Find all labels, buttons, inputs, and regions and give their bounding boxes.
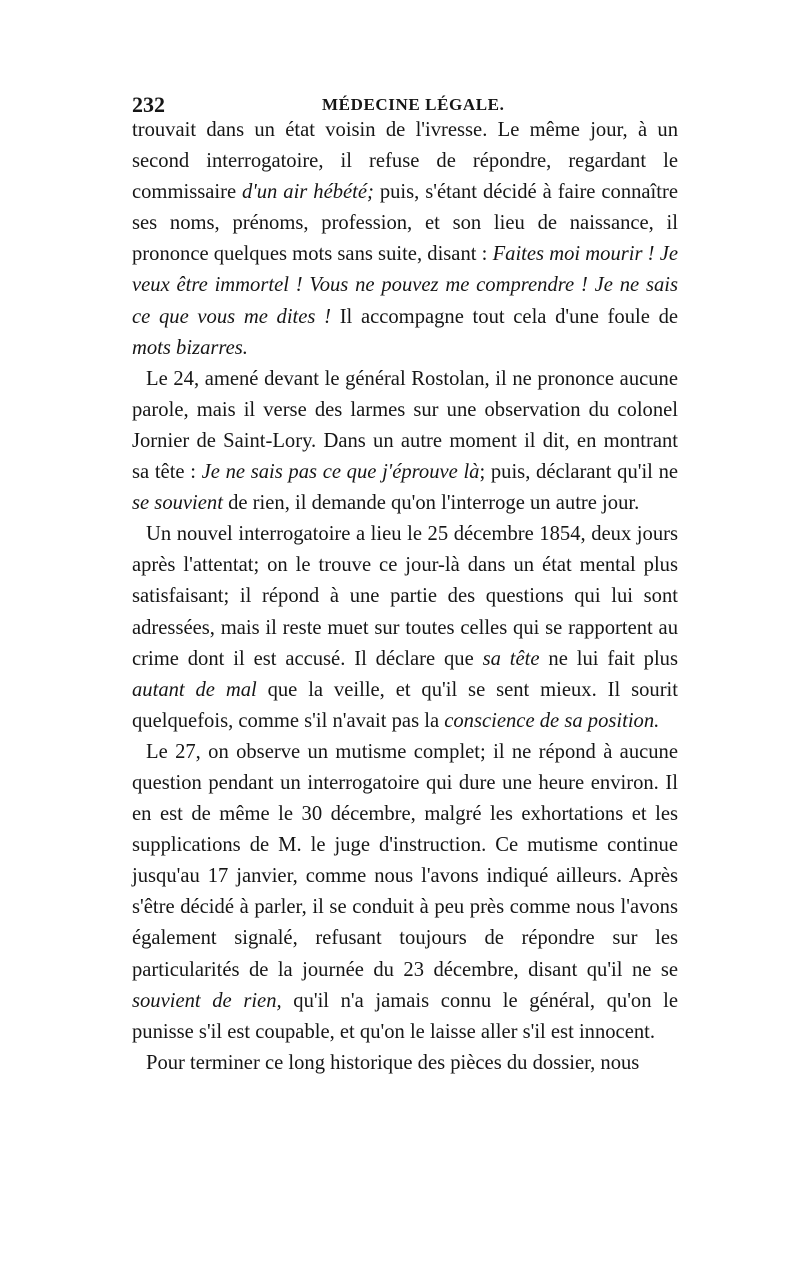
text-segment: puis, s'étant décidé à faire connaître ses noms, prénoms, profession, et son lieu de naissance, il prononce quelques mots sans suite, disant :: [132, 181, 679, 266]
italic-segment: conscience de sa position.: [444, 709, 660, 732]
paragraph: [132, 519, 678, 737]
text-segment: ; puis, déclarant qu'il ne: [479, 461, 679, 484]
text-segment: Pour terminer ce long historique des pièces du dossier, nous: [146, 1051, 640, 1074]
text-segment: Le 27, on observe un mutisme complet; il ne répond à aucune question pendant un interrogatoire qui dure une heure environ. Il en est de même le 30 décembre, malgré les exhortations et les supplications de M. le juge d'instruction. Ce mutisme continue jusqu'au 17 janvier, comme nous l'avons indiqué ailleurs. Après s'être décidé à parler, il se conduit à peu près comme nous l'avons également signalé, refusant toujours de répondre sur les particularités de la journée du 23 décembre, disant qu'il ne se: [132, 740, 678, 981]
italic-segment: d'un air hébété;: [242, 181, 374, 204]
italic-segment: sa tête: [482, 647, 540, 670]
paragraph: [132, 1048, 678, 1079]
paragraph: [132, 737, 678, 1048]
paragraph: [132, 115, 678, 364]
italic-segment: Faites moi mourir ! Je veux être immortel ! Vous ne pouvez me comprendre ! Je ne sais ce que vous me dites !: [132, 243, 678, 328]
italic-segment: Je ne sais pas ce que j'éprouve là: [201, 461, 480, 484]
text-segment: que la veille, et qu'il se sent mieux. Il sourit quelquefois, comme s'il n'avait pas la: [132, 678, 678, 732]
italic-segment: souvient de rien,: [132, 989, 282, 1012]
running-head: MÉDECINE LÉGALE.: [322, 95, 505, 114]
text-segment: de rien, il demande qu'on l'interroge un autre jour.: [222, 492, 640, 515]
italic-segment: mots bizarres.: [132, 336, 248, 359]
text-segment: Un nouvel interrogatoire a lieu le 25 décembre 1854, deux jours après l'attentat; on le trouve ce jour-là dans un état mental plus satisfaisant; il répond à une partie des questions qui lui sont adressées, mais il reste muet sur toutes celles qui se rapportent au crime dont il est accusé. Il déclare que: [132, 523, 678, 670]
paragraph: [132, 364, 678, 519]
italic-segment: se souvient: [132, 492, 223, 515]
text-segment: Il accompagne tout cela d'une foule de: [331, 305, 679, 328]
page-number: 232: [132, 92, 165, 117]
body-text: [132, 115, 678, 1079]
text-segment: Le 24, amené devant le général Rostolan, il ne prononce aucune parole, mais il verse des larmes sur une observation du colonel Jornier de Saint-Lory. Dans un autre moment il dit, en montrant sa tête :: [132, 367, 678, 484]
text-segment: ne lui fait plus: [539, 647, 678, 670]
text-segment: qu'il n'a jamais connu le général, qu'on le punisse s'il est coupable, et qu'on le laisse aller s'il est innocent.: [132, 989, 678, 1043]
text-segment: trouvait dans un état voisin de l'ivresse. Le même jour, à un second interrogatoire, il refuse de répondre, regardant le commissaire: [132, 119, 678, 204]
italic-segment: autant de mal: [132, 678, 257, 701]
